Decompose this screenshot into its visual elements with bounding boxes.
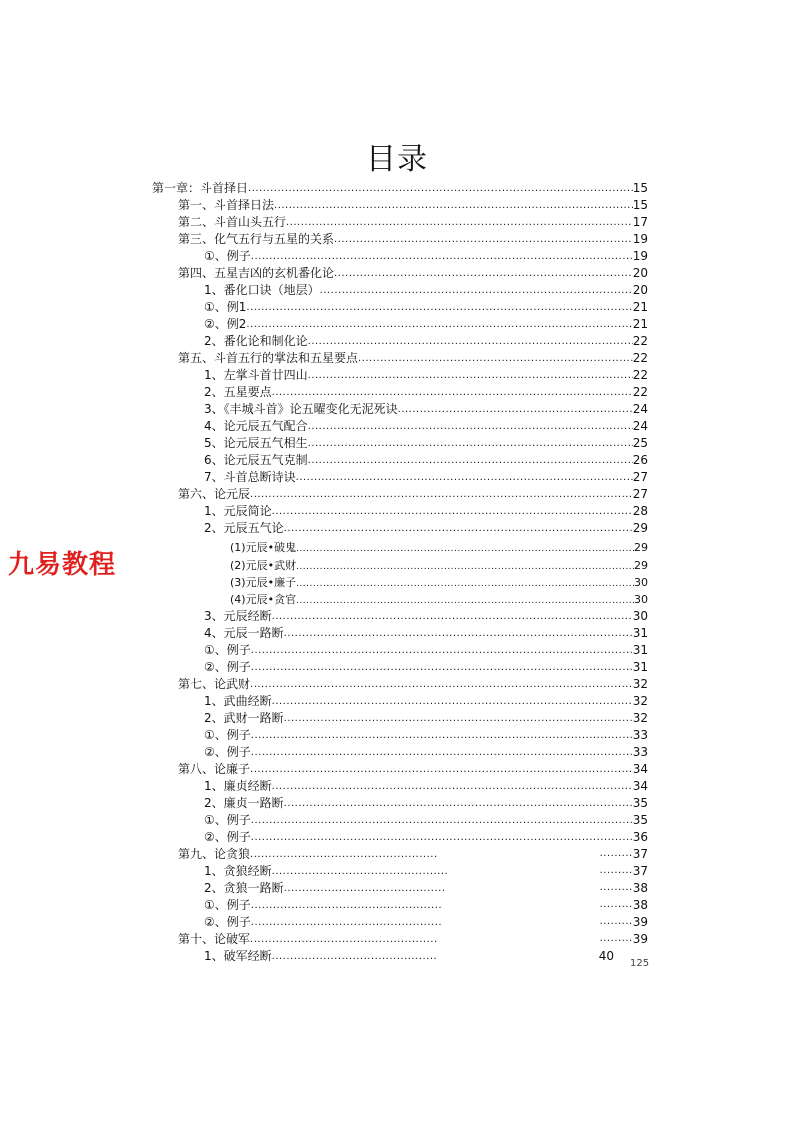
- toc-entry[interactable]: [204, 914, 648, 930]
- toc-entry[interactable]: [204, 710, 648, 726]
- toc-page: 26: [632, 453, 648, 467]
- leader-dots: [308, 437, 633, 451]
- toc-label: 第一章：斗首择日: [152, 181, 249, 195]
- toc-page: 31: [632, 643, 648, 657]
- toc-label: (1)元辰•破鬼: [230, 541, 297, 554]
- toc-entry[interactable]: [204, 608, 648, 624]
- leader-dots: [448, 861, 633, 879]
- toc-page: 34: [632, 762, 648, 776]
- toc-entry[interactable]: [204, 897, 648, 913]
- toc-label: 1、番化口诀（地层）: [204, 283, 320, 297]
- toc-entry[interactable]: [204, 829, 648, 845]
- toc-page: 33: [632, 745, 648, 759]
- toc-entry[interactable]: [178, 761, 648, 777]
- toc-page: 21: [632, 300, 648, 314]
- toc-label: 5、论元辰五气相生: [204, 436, 308, 450]
- leader-dots: [272, 386, 633, 400]
- toc-entry[interactable]: [204, 418, 648, 434]
- toc-entry[interactable]: [178, 214, 648, 230]
- toc-page: 32: [632, 677, 648, 691]
- toc-label: 第五、斗首五行的掌法和五星要点: [178, 351, 359, 365]
- toc-entry[interactable]: [204, 625, 648, 641]
- toc-entry[interactable]: [204, 880, 648, 896]
- toc-page: 29: [634, 559, 648, 572]
- leader-dots: [284, 797, 633, 811]
- leader-dots: [444, 878, 633, 896]
- leader-dots: [248, 182, 633, 196]
- toc-label: 第二、斗首山头五行: [178, 215, 287, 229]
- toc-label: ①、例子: [204, 898, 251, 912]
- toc-page: 22: [632, 385, 648, 399]
- toc-entry[interactable]: [230, 540, 648, 556]
- leader-dots: [246, 301, 632, 315]
- toc-label: 4、元辰一路断: [204, 626, 284, 640]
- toc-entry[interactable]: [204, 452, 648, 468]
- toc-page: 39: [632, 932, 648, 946]
- toc-page: 32: [632, 711, 648, 725]
- toc-label: 7、斗首总断诗诀: [204, 470, 296, 484]
- leader-dots: [308, 420, 633, 434]
- toc-page: 19: [632, 232, 648, 246]
- toc-page: 32: [632, 694, 648, 708]
- toc-page: 20: [632, 266, 648, 280]
- leader-dots: [284, 522, 633, 536]
- toc-label: 2、番化论和制化论: [204, 334, 308, 348]
- toc-entry[interactable]: [204, 435, 648, 451]
- toc-page: 33: [632, 728, 648, 742]
- leader-dots: [284, 627, 633, 641]
- toc-entry[interactable]: [204, 384, 648, 400]
- toc-entry[interactable]: [230, 558, 648, 574]
- leader-dots: [272, 780, 633, 794]
- toc-label: ②、例2: [204, 317, 247, 331]
- leader-dots: [246, 318, 632, 332]
- toc-page: 30: [634, 593, 648, 606]
- leader-dots: [441, 912, 633, 930]
- toc-page: 34: [632, 779, 648, 793]
- toc-entry[interactable]: [204, 744, 648, 760]
- toc-label: 第八、论廉子: [178, 762, 251, 776]
- toc-entry[interactable]: [178, 676, 648, 692]
- toc-entry[interactable]: [204, 778, 648, 794]
- toc-page: 29: [634, 541, 648, 554]
- toc-label: 第七、论武财: [178, 677, 251, 691]
- toc-entry[interactable]: [204, 503, 648, 519]
- leader-dots: [286, 216, 633, 230]
- leader-dots: [308, 335, 633, 349]
- toc-label: ①、例1: [204, 300, 247, 314]
- leader-dots: [272, 950, 436, 964]
- toc-entry[interactable]: [204, 401, 648, 417]
- toc-entry[interactable]: [230, 592, 648, 608]
- toc-entry[interactable]: [204, 367, 648, 383]
- leader-dots: [296, 594, 634, 608]
- toc-entry[interactable]: [178, 931, 648, 947]
- toc-entry[interactable]: [204, 693, 648, 709]
- toc-page: 21: [632, 317, 648, 331]
- toc-label: 2、贪狼一路断: [204, 881, 284, 895]
- toc-label: 1、廉贞经断: [204, 779, 272, 793]
- toc-page: 22: [632, 368, 648, 382]
- toc-page: 29: [632, 521, 648, 535]
- toc-label: 2、武财一路断: [204, 711, 284, 725]
- toc-entry[interactable]: [204, 248, 648, 264]
- toc-page: 35: [632, 813, 648, 827]
- toc-page: 22: [632, 334, 648, 348]
- leader-dots: [274, 199, 633, 213]
- toc-label: 1、贪狼经断: [204, 864, 272, 878]
- toc-label: ①、例子: [204, 643, 251, 657]
- leader-dots: [251, 250, 633, 264]
- toc-label: 1、破军经断: [204, 949, 272, 963]
- toc-entry[interactable]: [204, 659, 648, 675]
- toc-page: 35: [632, 796, 648, 810]
- leader-dots: [272, 695, 633, 709]
- toc-label: 2、五星要点: [204, 385, 272, 399]
- toc-entry[interactable]: [204, 282, 648, 298]
- toc-label: 4、论元辰五气配合: [204, 419, 308, 433]
- toc-label: ②、例子: [204, 745, 251, 759]
- page-number: 125: [630, 958, 650, 969]
- leader-dots: [272, 610, 633, 624]
- toc-entry[interactable]: [230, 575, 648, 591]
- leader-dots: [272, 865, 448, 879]
- toc-entry[interactable]: [178, 486, 648, 502]
- toc-page: 25: [632, 436, 648, 450]
- toc-page: 27: [632, 487, 648, 501]
- toc-entry[interactable]: [204, 863, 648, 879]
- leader-dots: [296, 577, 634, 591]
- toc-page: 24: [632, 419, 648, 433]
- leader-dots: [398, 403, 633, 417]
- toc-label: 第四、五星吉凶的玄机番化论: [178, 266, 335, 280]
- watermark: 九易教程: [8, 550, 117, 580]
- toc-page: 24: [632, 402, 648, 416]
- leader-dots: [251, 899, 441, 913]
- toc-entry[interactable]: [152, 180, 648, 196]
- leader-dots: [296, 560, 634, 574]
- leader-dots: [251, 831, 633, 845]
- toc-label: ①、例子: [204, 813, 251, 827]
- toc-label: 1、元辰简论: [204, 504, 272, 518]
- toc-entry[interactable]: [178, 265, 648, 281]
- toc-label: 3、元辰经断: [204, 609, 272, 623]
- toc-page: 30: [634, 576, 648, 589]
- toc-entry[interactable]: [204, 812, 648, 828]
- toc-label: (2)元辰•武财: [230, 559, 297, 572]
- toc-page: 27: [632, 470, 648, 484]
- toc-label: 2、元辰五气论: [204, 521, 284, 535]
- toc-label: 第六、论元辰: [178, 487, 251, 501]
- toc-label: (3)元辰•廉子: [230, 576, 297, 589]
- toc-page: 31: [632, 626, 648, 640]
- toc-page: 37: [632, 864, 648, 878]
- leader-dots: [251, 644, 633, 658]
- leader-dots: [251, 746, 633, 760]
- toc-entry[interactable]: [204, 333, 648, 349]
- toc-page: 15: [632, 181, 648, 195]
- toc-label: 第三、化气五行与五星的关系: [178, 232, 335, 246]
- toc-entry[interactable]: [204, 642, 648, 658]
- leader-dots: [296, 542, 634, 556]
- toc-label: 3、《丰城斗首》论五曜变化无泥死诀: [204, 402, 398, 416]
- leader-dots: [250, 848, 438, 862]
- toc-label: (4)元辰•贪官: [230, 593, 297, 606]
- toc-label: 1、武曲经断: [204, 694, 272, 708]
- leader-dots: [358, 352, 633, 366]
- leader-dots: [308, 454, 633, 468]
- leader-dots: [308, 369, 633, 383]
- toc-page: 37: [632, 847, 648, 861]
- leader-dots: [272, 505, 633, 519]
- toc-label: ①、例子: [204, 728, 251, 742]
- leader-dots: [251, 729, 633, 743]
- toc-page: 36: [632, 830, 648, 844]
- toc-entry[interactable]: [204, 520, 648, 536]
- toc-entry[interactable]: [178, 231, 648, 247]
- toc-entry[interactable]: [204, 316, 648, 332]
- toc-page: 30: [632, 609, 648, 623]
- toc-entry[interactable]: [178, 846, 648, 862]
- toc-label: ②、例子: [204, 660, 251, 674]
- toc-label: 6、论元辰五气克制: [204, 453, 308, 467]
- leader-dots: [284, 882, 444, 896]
- toc-entry[interactable]: [204, 299, 648, 315]
- toc-label: ①、例子: [204, 249, 251, 263]
- toc-page: 38: [632, 898, 648, 912]
- leader-dots: [251, 916, 441, 930]
- leader-dots: [251, 814, 633, 828]
- leader-dots: [438, 844, 633, 862]
- toc-label: 2、廉贞一路断: [204, 796, 284, 810]
- toc-entry[interactable]: [204, 795, 648, 811]
- leader-dots: [296, 471, 633, 485]
- leader-dots: [250, 763, 633, 777]
- page-title: 目录: [366, 142, 428, 177]
- toc-label: ②、例子: [204, 915, 251, 929]
- toc-entry[interactable]: [178, 350, 648, 366]
- toc-label: ②、例子: [204, 830, 251, 844]
- toc-page: 28: [632, 504, 648, 518]
- toc-page: 17: [632, 215, 648, 229]
- leader-dots: [334, 267, 633, 281]
- toc-page: 31: [632, 660, 648, 674]
- toc-page: 15: [632, 198, 648, 212]
- leader-dots: [320, 284, 633, 298]
- toc-entry[interactable]: [178, 197, 648, 213]
- toc-entry[interactable]: [204, 727, 648, 743]
- toc-page: 20: [632, 283, 648, 297]
- leader-dots: [284, 712, 633, 726]
- toc-label: 第一、斗首择日法: [178, 198, 275, 212]
- leader-dots: [334, 233, 633, 247]
- toc-page: 19: [632, 249, 648, 263]
- leader-dots: [438, 929, 633, 947]
- toc-page: 38: [632, 881, 648, 895]
- toc-label: 1、左掌斗首廿四山: [204, 368, 308, 382]
- leader-dots: [441, 895, 633, 913]
- toc-page: 40: [598, 949, 614, 963]
- leader-dots: [250, 678, 633, 692]
- toc-entry[interactable]: [204, 469, 648, 485]
- toc-label: 第九、论贪狼: [178, 847, 251, 861]
- leader-dots: [251, 661, 633, 675]
- toc-entry[interactable]: [204, 948, 614, 964]
- toc-page: 39: [632, 915, 648, 929]
- toc-label: 第十、论破军: [178, 932, 251, 946]
- toc-page: 22: [632, 351, 648, 365]
- leader-dots: [250, 488, 633, 502]
- leader-dots: [250, 933, 438, 947]
